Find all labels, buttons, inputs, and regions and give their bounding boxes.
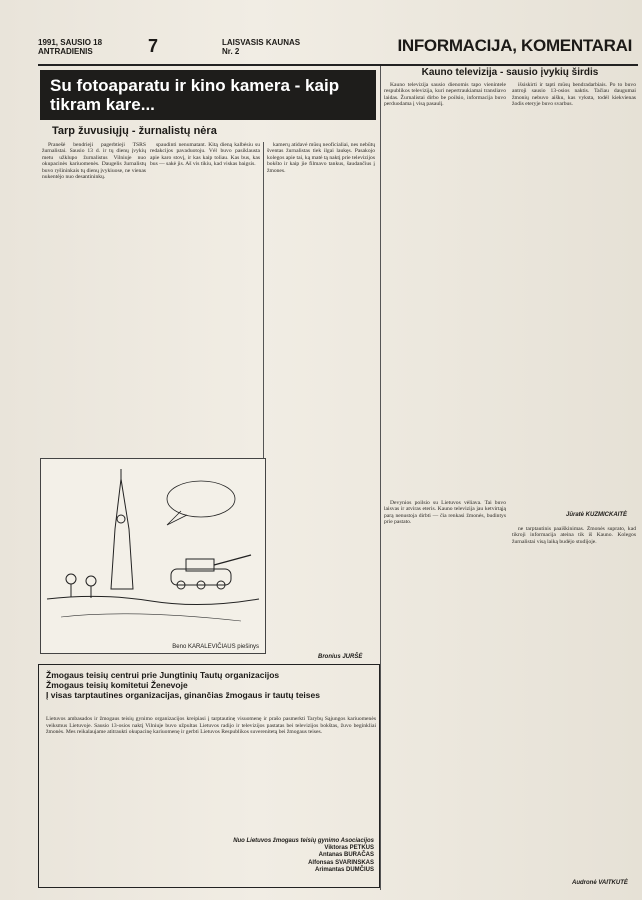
paragraph: Kauno televizija sausio dienomis tapo vienintele respublikos televizija, kuri nepertraukiamai transliavo laidas. Žurnalistai dirbo be poilsio, informacija buvo perduodama į visą pasaulį. <box>384 82 506 108</box>
article2-column-4 <box>512 526 636 876</box>
cartoon-drawing <box>41 459 265 653</box>
section-title: INFORMACIJA, KOMENTARAI <box>397 36 632 55</box>
date-line: 1991, SAUSIO 18 <box>38 38 103 47</box>
signatory: Viktoras PETKUS <box>324 845 374 852</box>
paragraph: kamerų atidavė mūsų neoficialiai, nes nebūtų šventas žurnalistas tiek ilgai laukęs. Pasakojo kolegos apie tai, ką matė tą naktį prie televizijos bokšto ir kaip jie filmavo tankus, šaudančius į žmones. <box>267 142 375 174</box>
page-number: 7 <box>148 36 159 56</box>
paragraph: ne tarptautinis paaiškinimas. Žmonės suprato, kad tikroji informacija ateina tik iš Kauno. Kolegos žurnalistai visą laiką budėjo studijoje. <box>512 526 636 545</box>
weekday-line: ANTRADIENIS <box>38 47 93 56</box>
article1-column-2 <box>150 142 260 452</box>
article1-subhead: Tarp žuvusiųjų - žurnalistų nėra <box>52 125 217 137</box>
appeal-title-line: Į visas tarptautines organizacijas, ginančias žmogaus ir tautų teises <box>46 690 320 700</box>
header-rule <box>38 64 638 66</box>
article2-column-3 <box>384 500 506 890</box>
appeal-signatures <box>206 838 374 874</box>
article2-column-2 <box>512 82 636 492</box>
appeal-title <box>46 670 376 700</box>
paragraph: išsiskirti ir tapti mūsų bendradarbiais. Po to buvo antroji sausio 13-osios naktis. Tačiau daugumai žmonių nebuvo aišku, kas vyksta, todėl kiekvienas žodis eteryje buvo svarbus. <box>512 82 636 108</box>
cartoon-caption: Beno KARALEVIČIAUS piešinys <box>172 644 259 650</box>
paragraph: Devynios poilsio su Lietuvos vėliava. Tai buvo laisvas ir atviras eteris. Kauno televizija jau ketvirtąją parą nenustoja dirbti — čia renkasi žmonės, budintys prie pastato. <box>384 500 506 526</box>
article2-signature-1: Jūratė KUZMICKAITĖ <box>566 512 628 518</box>
appeal-title-line: Žmogaus teisių komitetui Ženevoje <box>46 680 188 690</box>
issue-date <box>38 38 102 56</box>
article1-column-1 <box>42 142 146 452</box>
appeal-title-line: Žmogaus teisių centrui prie Jungtinių Tautų organizacijos <box>46 670 280 680</box>
article1-column-3 <box>267 142 375 652</box>
paragraph: Pranešė bendrieji pagerbtieji TSRS žurnalistai. Sausio 13 d. ir tų dienų įvykių metu užklupo žurnalistus Vilniuje nuo okupacinės kariuomenės. Daugelis žurnalistų buvo ryšininkais tų dienų įvykiuose, ne vienas nukentėjo nuo desantininkų. <box>42 142 146 181</box>
issue-number: Nr. 2 <box>222 47 240 56</box>
signatory: Antanas BURAČAS <box>318 852 374 859</box>
article1-signature: Bronius JURŠĖ <box>318 654 363 660</box>
cartoon-illustration <box>40 458 266 654</box>
newspaper-name <box>222 38 300 56</box>
article2-column-1 <box>384 82 506 492</box>
section-divider <box>380 66 381 890</box>
signatory: Arimantas DUMČIUS <box>314 866 374 873</box>
paragraph: spaudinti nenumatant. Kitą dieną kalbėsiu su redakcijos pavaduotoju. Vėl buvo pasiklausta apie karo stovį, ir kas kaip toliau. Kas bus, kas bus — sakė jis. Aš vis tikiu, kad viskas baigsis. <box>150 142 260 168</box>
paper-title: LAISVASIS KAUNAS <box>222 38 301 47</box>
article2-headline: Kauno televizija - sausio įvykių širdis <box>421 67 599 78</box>
signatory: Alfonsas SVARINSKAS <box>308 859 374 866</box>
page-header <box>38 36 636 64</box>
article1-headline: Su fotoaparatu ir kino kamera - kaip tikram kare... <box>40 70 376 120</box>
article2-signature-2: Audronė VAITKUTĖ <box>572 880 628 886</box>
appeal-body: Lietuvos ambasados ir žmogaus teisių gynimo organizacijos kreipiasi į tarptautinę visuomenę ir prašo pasmerkti Tarybų Sąjungos kariuomenės veiksmus Lietuvoje. Sausio 13-osios naktį Vilniuje buvo užpultas Lietuvos radijo ir televizijos pastatas bei televizijos bokštas, žuvo beginkliai žmonės. Mes reikalaujame atitraukti okupacinę kariuomenę ir gerbti Lietuvos Respublikos suverenitetą bei žmogaus teises. <box>46 716 376 736</box>
appeal-organization: Nuo Lietuvos žmogaus teisių gynimo Asociacijos <box>233 838 374 844</box>
